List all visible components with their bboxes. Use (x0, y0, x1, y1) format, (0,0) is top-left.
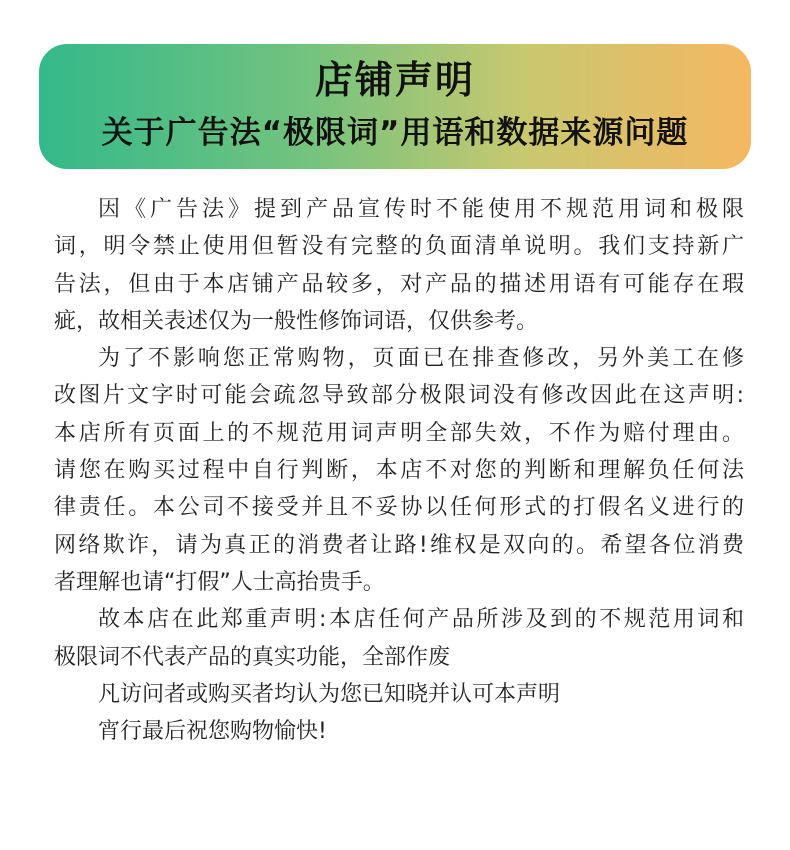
text-line: 律责任。本公司不接受并且不妥协以任何形式的打假名义进行的 (54, 495, 744, 521)
declaration-text (54, 191, 744, 750)
banner-title: 店铺声明 (314, 58, 475, 102)
text-line: 宵行最后祝您购物愉快! (98, 719, 327, 745)
text-line: 告法，但由于本店铺产品较多，对产品的描述用语有可能存在瑕 (54, 271, 744, 297)
text-line: 网络欺诈，请为真正的消费者让路!维权是双向的。希望各位消费 (54, 532, 744, 558)
text-line: 因《广告法》提到产品宣传时不能使用不规范用词和极限 (98, 197, 744, 222)
text-line: 为了不影响您正常购物，页面已在排查修改，另外美工在修 (98, 346, 744, 372)
text-line: 请您在购买过程中自行判断，本店不对您的判断和理解负任何法 (54, 458, 744, 484)
text-line: 者理解也请“打假”人士高抬贵手。 (54, 569, 385, 595)
text-line: 极限词不代表产品的真实功能，全部作废 (54, 644, 451, 670)
header-banner (39, 44, 751, 169)
text-line: 凡访问者或购买者均认为您已知晓并认可本声明 (98, 681, 561, 707)
text-line: 本店所有页面上的不规范用词声明全部失效，不作为赔付理由。 (54, 420, 744, 446)
text-line: 疵，故相关表述仅为一般性修饰词语，仅供参考。 (54, 308, 539, 334)
text-line: 词，明令禁止使用但暂没有完整的负面清单说明。我们支持新广 (54, 234, 744, 260)
text-line: 改图片文字时可能会疏忽导致部分极限词没有修改因此在这声明: (54, 383, 744, 409)
text-line: 故本店在此郑重声明:本店任何产品所涉及到的不规范用词和 (98, 607, 744, 633)
banner-subtitle: 关于广告法“极限词”用语和数据来源问题 (101, 115, 689, 151)
